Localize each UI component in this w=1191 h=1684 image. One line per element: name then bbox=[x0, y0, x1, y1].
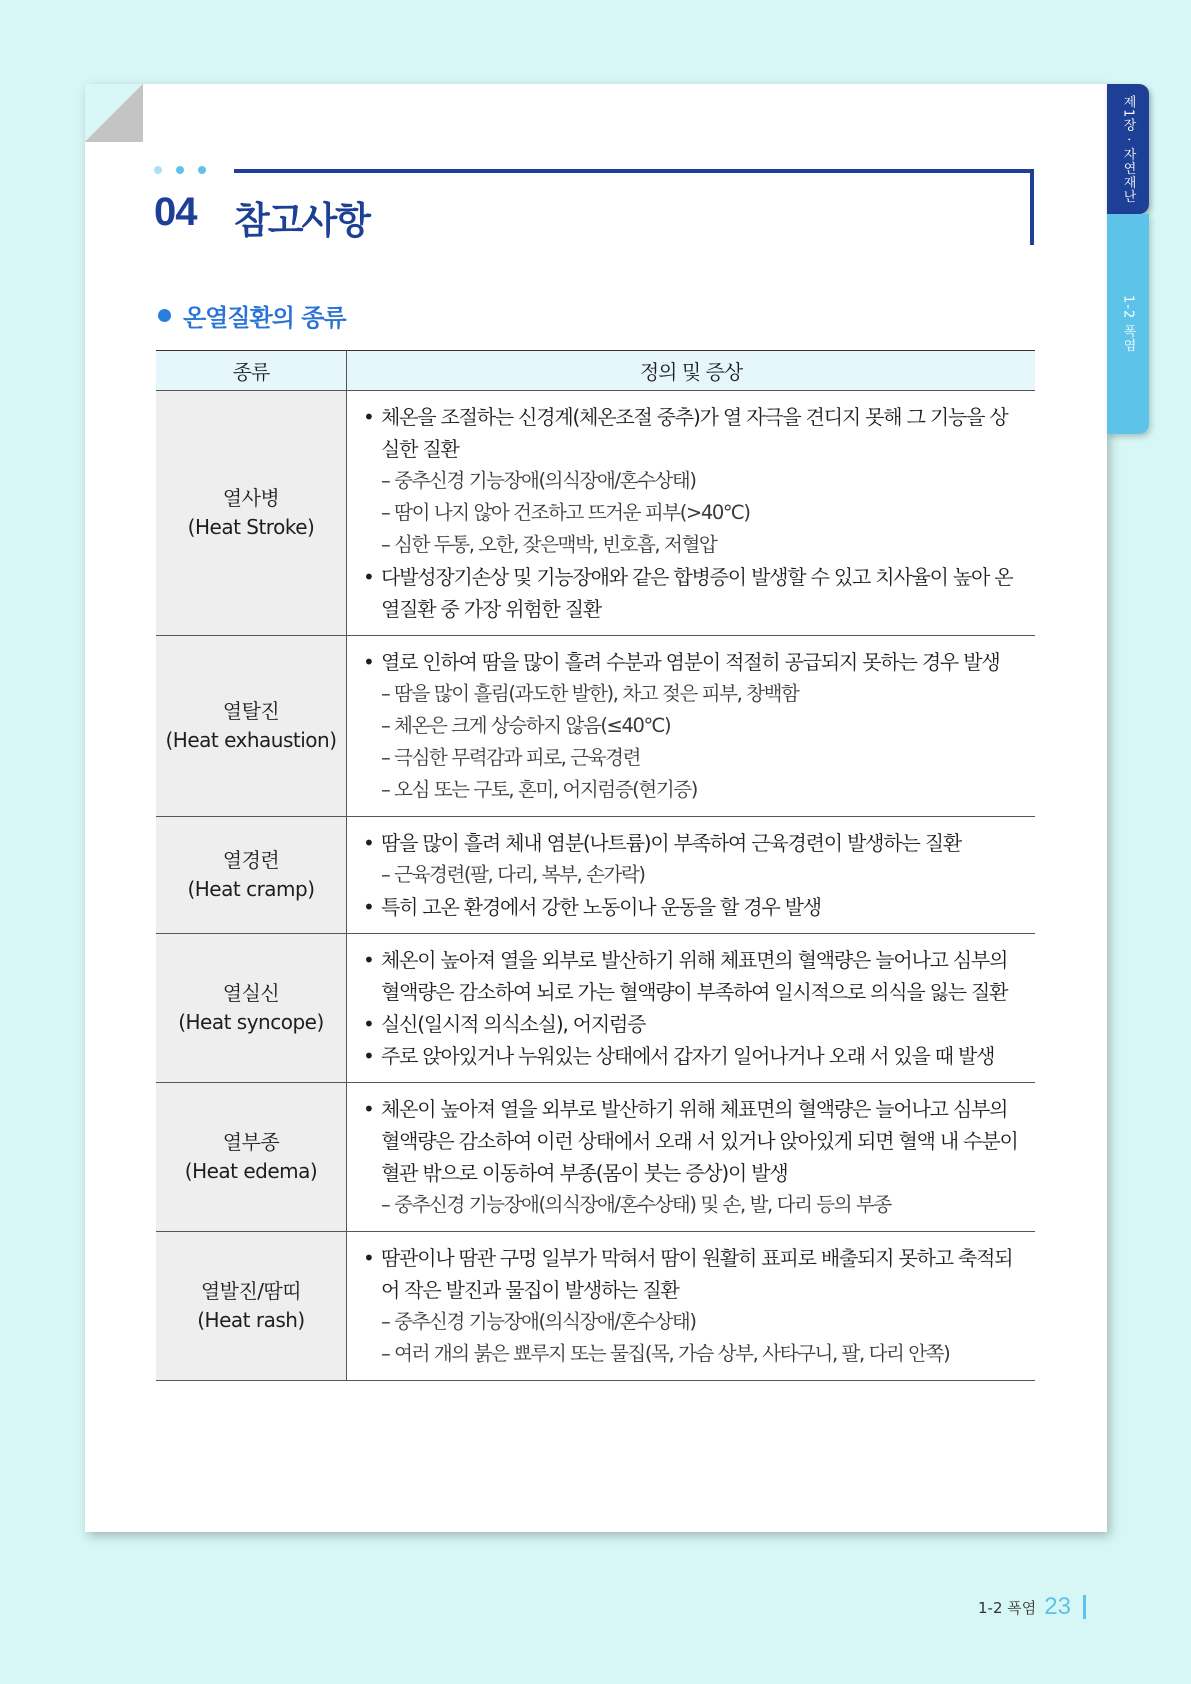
section-number: 04 bbox=[154, 190, 197, 234]
illness-name-cell bbox=[156, 1232, 347, 1381]
page-number: 23 bbox=[1044, 1593, 1071, 1620]
illness-name-en: (Heat syncope) bbox=[178, 1010, 324, 1034]
bullet-icon: • bbox=[363, 831, 374, 855]
description-subitem: – 중추신경 기능장애(의식장애/혼수상태) bbox=[381, 1310, 696, 1333]
illness-description-cell bbox=[347, 636, 1036, 817]
chapter-tab[interactable] bbox=[1107, 84, 1149, 214]
table-row bbox=[156, 1083, 1035, 1232]
bullet-text: 체온을 조절하는 신경계(체온조절 중추)가 열 자극을 견디지 못해 그 기능을 상실한 질환 bbox=[381, 405, 1008, 461]
description-bullet bbox=[363, 827, 1021, 859]
page-title: 참고사항 bbox=[234, 199, 369, 242]
illness-name: 열발진/땀띠 bbox=[200, 1279, 302, 1303]
illness-description-cell bbox=[347, 934, 1036, 1083]
illness-name: 열실신 bbox=[222, 981, 280, 1005]
bullet-text: 특히 고온 환경에서 강한 노동이나 운동을 할 경우 발생 bbox=[381, 895, 821, 919]
bullet-icon: • bbox=[363, 650, 374, 674]
illness-name-cell bbox=[156, 934, 347, 1083]
bullet-text: 실신(일시적 의식소실), 어지럼증 bbox=[381, 1012, 646, 1036]
header-rule bbox=[234, 169, 1034, 173]
description-bullet bbox=[363, 1008, 1021, 1040]
illness-description-cell bbox=[347, 1232, 1036, 1381]
dot-icon bbox=[198, 166, 206, 174]
bullet-icon: • bbox=[363, 1097, 374, 1121]
bullet-icon: • bbox=[363, 1044, 374, 1068]
illness-name: 열부종 bbox=[222, 1130, 280, 1154]
description-bullet bbox=[363, 401, 1021, 465]
header-rule-end bbox=[1030, 169, 1034, 245]
bullet-text: 열로 인하여 땀을 많이 흘려 수분과 염분이 적절히 공급되지 못하는 경우 발생 bbox=[381, 650, 1000, 674]
description-bullet bbox=[363, 1040, 1021, 1072]
section-tab[interactable] bbox=[1107, 214, 1149, 434]
illness-name: 열탈진 bbox=[222, 699, 280, 723]
illness-name-en: (Heat cramp) bbox=[187, 877, 315, 901]
bullet-text: 땀관이나 땀관 구멍 일부가 막혀서 땀이 원활히 표피로 배출되지 못하고 축적되어 작은 발진과 물집이 발생하는 질환 bbox=[381, 1246, 1013, 1302]
illness-name-en: (Heat rash) bbox=[197, 1308, 305, 1332]
illness-name-cell bbox=[156, 636, 347, 817]
footer-section-label: 1-2 폭염 bbox=[978, 1598, 1037, 1617]
description-bullet bbox=[363, 561, 1021, 625]
bullet-icon: • bbox=[363, 948, 374, 972]
description-subitem: – 땀이 나지 않아 건조하고 뜨거운 피부(>40℃) bbox=[381, 501, 750, 524]
description-subitem: – 심한 두통, 오한, 잦은맥박, 빈호흡, 저혈압 bbox=[381, 533, 717, 556]
description-subitem: – 중추신경 기능장애(의식장애/혼수상태) bbox=[381, 469, 696, 492]
bullet-icon: • bbox=[363, 1012, 374, 1036]
chapter-tab-label: 제1장 · 자연재난 bbox=[1120, 94, 1136, 204]
dot-icon bbox=[154, 166, 162, 174]
table-row bbox=[156, 391, 1035, 636]
subsection-title: 온열질환의 종류 bbox=[183, 304, 346, 332]
table-row bbox=[156, 636, 1035, 817]
bullet-icon: • bbox=[363, 405, 374, 429]
description-bullet bbox=[363, 646, 1021, 678]
description-bullet bbox=[363, 944, 1021, 1008]
description-bullet bbox=[363, 1242, 1021, 1306]
bullet-icon: • bbox=[363, 565, 374, 589]
bullet-icon bbox=[158, 309, 171, 322]
bullet-text: 체온이 높아져 열을 외부로 발산하기 위해 체표면의 혈액량은 늘어나고 심부의 혈액량은 감소하여 뇌로 가는 혈액량이 부족하여 일시적으로 의식을 잃는 질환 bbox=[381, 948, 1008, 1004]
page-corner-fold bbox=[85, 84, 143, 142]
illness-name: 열경련 bbox=[222, 848, 280, 872]
table-row bbox=[156, 934, 1035, 1083]
column-header-type: 종류 bbox=[156, 351, 347, 391]
illness-description-cell bbox=[347, 1083, 1036, 1232]
bullet-icon: • bbox=[363, 1246, 374, 1270]
description-subitem: – 여러 개의 붉은 뾰루지 또는 물집(목, 가슴 상부, 사타구니, 팔, 다리 안쪽) bbox=[381, 1342, 950, 1365]
bullet-text: 다발성장기손상 및 기능장애와 같은 합병증이 발생할 수 있고 치사율이 높아 온열질환 중 가장 위험한 질환 bbox=[381, 565, 1013, 621]
description-subitem: – 중추신경 기능장애(의식장애/혼수상태) 및 손, 발, 다리 등의 부종 bbox=[381, 1193, 891, 1216]
section-tab-label: 1-2 폭염 bbox=[1120, 295, 1136, 353]
illness-description-cell bbox=[347, 391, 1036, 636]
description-subitem: – 땀을 많이 흘림(과도한 발한), 차고 젖은 피부, 창백함 bbox=[381, 682, 799, 705]
bullet-text: 주로 앉아있거나 누워있는 상태에서 갑자기 일어나거나 오래 서 있을 때 발생 bbox=[381, 1044, 995, 1068]
bullet-text: 땀을 많이 흘려 체내 염분(나트륨)이 부족하여 근육경련이 발생하는 질환 bbox=[381, 831, 961, 855]
illness-name-en: (Heat edema) bbox=[184, 1159, 318, 1183]
illness-name-cell bbox=[156, 817, 347, 934]
footer-bar bbox=[1083, 1595, 1086, 1619]
dot-icon bbox=[176, 166, 184, 174]
description-bullet bbox=[363, 891, 1021, 923]
illness-name-cell bbox=[156, 391, 347, 636]
illness-name: 열사병 bbox=[222, 486, 280, 510]
table-row bbox=[156, 1232, 1035, 1381]
page-footer bbox=[978, 1593, 1086, 1621]
bullet-text: 체온이 높아져 열을 외부로 발산하기 위해 체표면의 혈액량은 늘어나고 심부의 혈액량은 감소하여 이런 상태에서 오래 서 있거나 앉아있게 되면 혈액 내 수분이 혈관 밖으로 이동하여 부종(몸이 붓는 증상)이 발생 bbox=[381, 1097, 1018, 1185]
description-subitem: – 극심한 무력감과 피로, 근육경련 bbox=[381, 746, 641, 769]
illness-name-en: (Heat Stroke) bbox=[187, 515, 315, 539]
table-header-row bbox=[156, 351, 1035, 391]
description-bullet bbox=[363, 1093, 1021, 1189]
subsection-heading bbox=[158, 298, 346, 333]
description-subitem: – 체온은 크게 상승하지 않음(≤40℃) bbox=[381, 714, 671, 737]
column-header-definition: 정의 및 증상 bbox=[347, 351, 1036, 391]
bullet-icon: • bbox=[363, 895, 374, 919]
illness-name-cell bbox=[156, 1083, 347, 1232]
heat-illness-table bbox=[156, 350, 1035, 1381]
illness-name-en: (Heat exhaustion) bbox=[165, 728, 337, 752]
description-subitem: – 오심 또는 구토, 혼미, 어지럼증(현기증) bbox=[381, 778, 697, 801]
illness-description-cell bbox=[347, 817, 1036, 934]
header-dots bbox=[154, 166, 206, 174]
description-subitem: – 근육경련(팔, 다리, 복부, 손가락) bbox=[381, 863, 645, 886]
table-row bbox=[156, 817, 1035, 934]
